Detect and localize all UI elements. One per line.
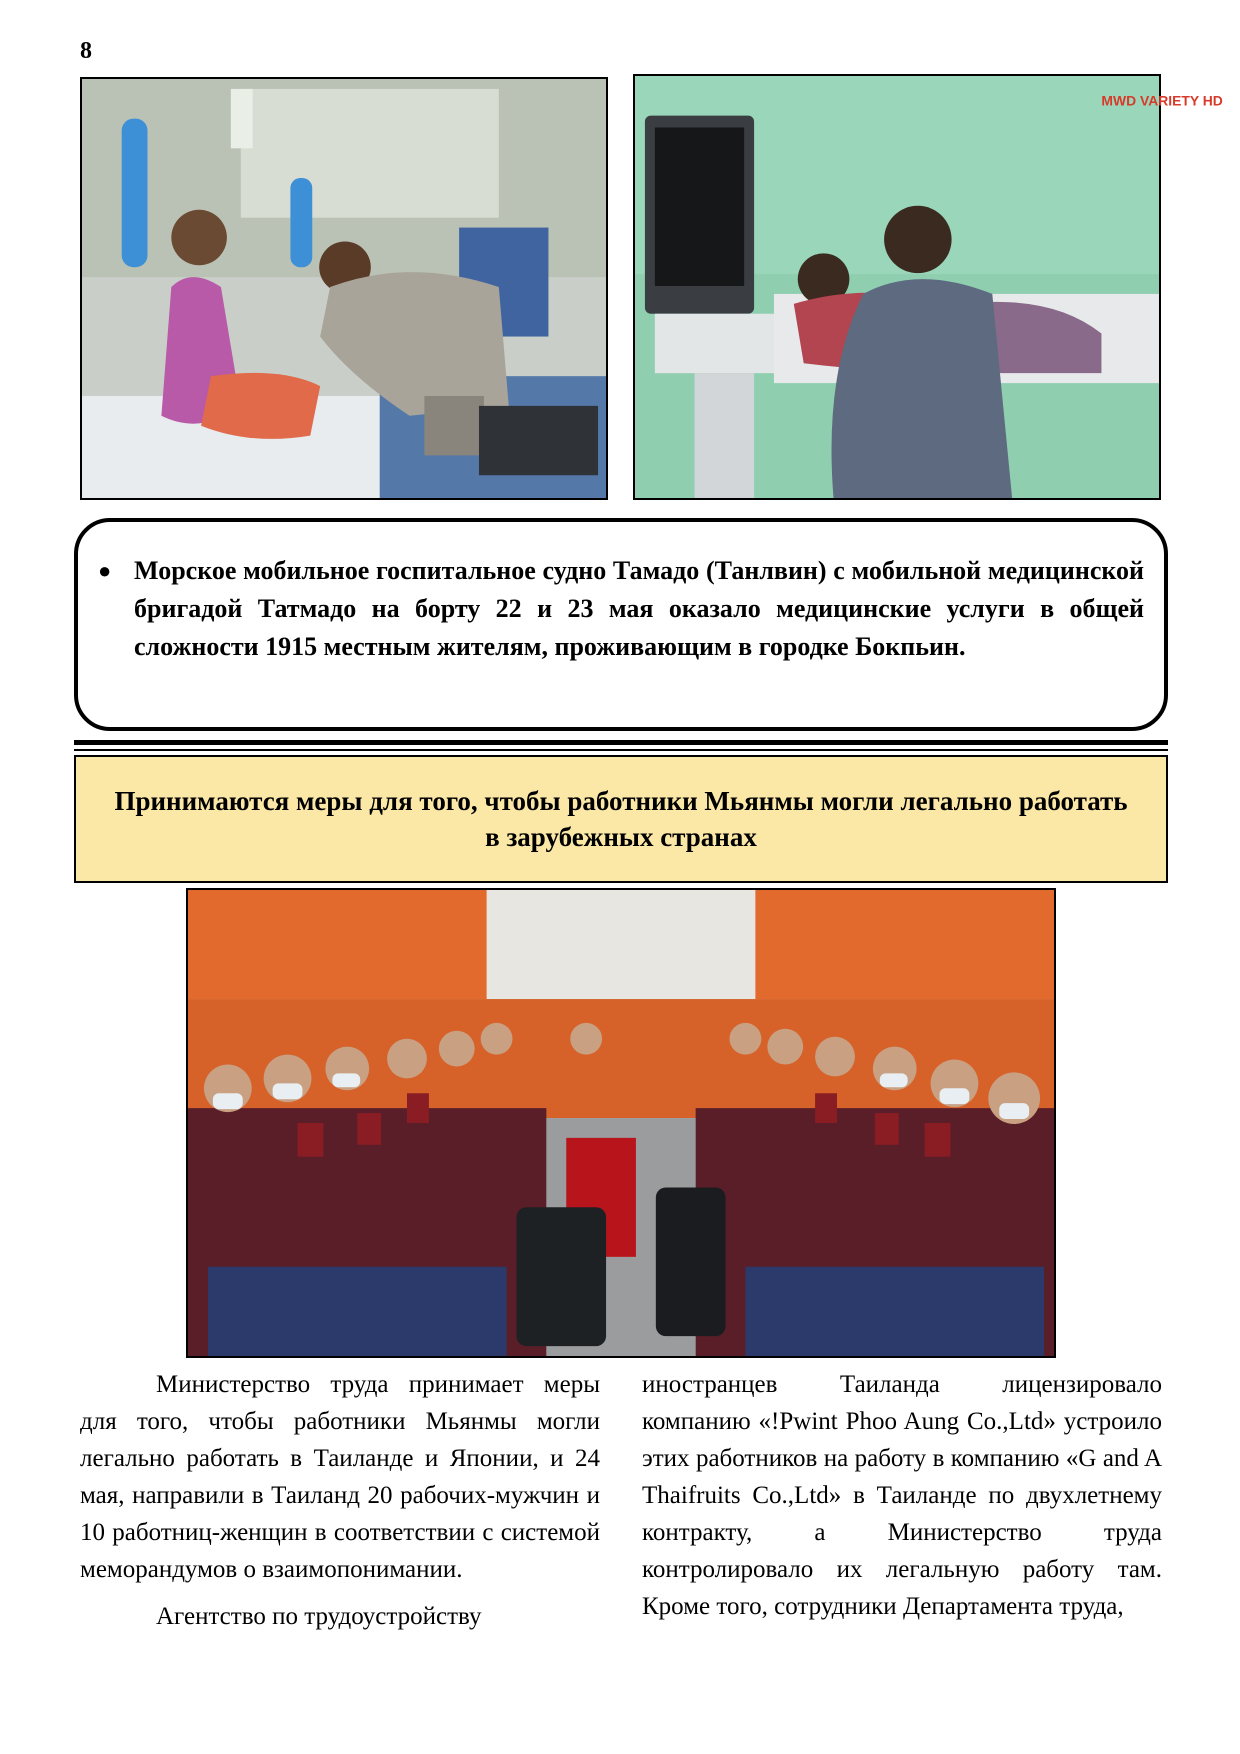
article-paragraph: Министерство труда принимает меры для того, чтобы работники Мьянмы могли легально работать в Таиланде и Японии, и 24 мая, направили в Таиланд 20 рабочих-мужчин и 10 работниц-женщин в соответствии с системой меморандумов о взаимопонимании. xyxy=(80,1371,600,1583)
headline: Принимаются меры для того, чтобы работники Мьянмы могли легально работать в зарубежных странах xyxy=(114,786,1128,852)
article-paragraph: Агентство по трудоустройству xyxy=(156,1603,482,1630)
hospital-ward-photo xyxy=(80,77,608,500)
bullet-dot-icon: ● xyxy=(98,558,112,583)
workers-passports-photo xyxy=(186,888,1056,1358)
article-paragraph: иностранцев Таиланда лицензировало компанию «!Pwint Phoo Aung Co.,Ltd» устроило этих работников на работу в компанию «G and A Thaifruits Co.,Ltd» в Таиланде по двухлетнему контракту, а Министерство труда контролировало их легальную работу там. Кроме того, сотрудники Департамента труда, xyxy=(642,1371,1162,1620)
headline-box xyxy=(74,755,1168,883)
article-column-right xyxy=(642,1366,1162,1625)
article-column-left xyxy=(80,1366,600,1635)
bullet-text: Морское мобильное госпитальное судно Тамадо (Танлвин) с мобильной медицинской бригадой Татмадо на борту 22 и 23 мая оказало медицинские услуги в общей сложности 1915 местным жителям, проживающим в городке Бокпьин. xyxy=(134,556,1144,661)
ultrasound-photo xyxy=(633,74,1223,500)
section-divider-thin xyxy=(74,749,1168,751)
bullet-item xyxy=(98,552,1144,666)
page-number: 8 xyxy=(80,38,92,64)
channel-watermark: MWD VARIETY HD xyxy=(1101,92,1223,109)
bullet-box xyxy=(74,518,1168,731)
section-divider xyxy=(74,740,1168,745)
